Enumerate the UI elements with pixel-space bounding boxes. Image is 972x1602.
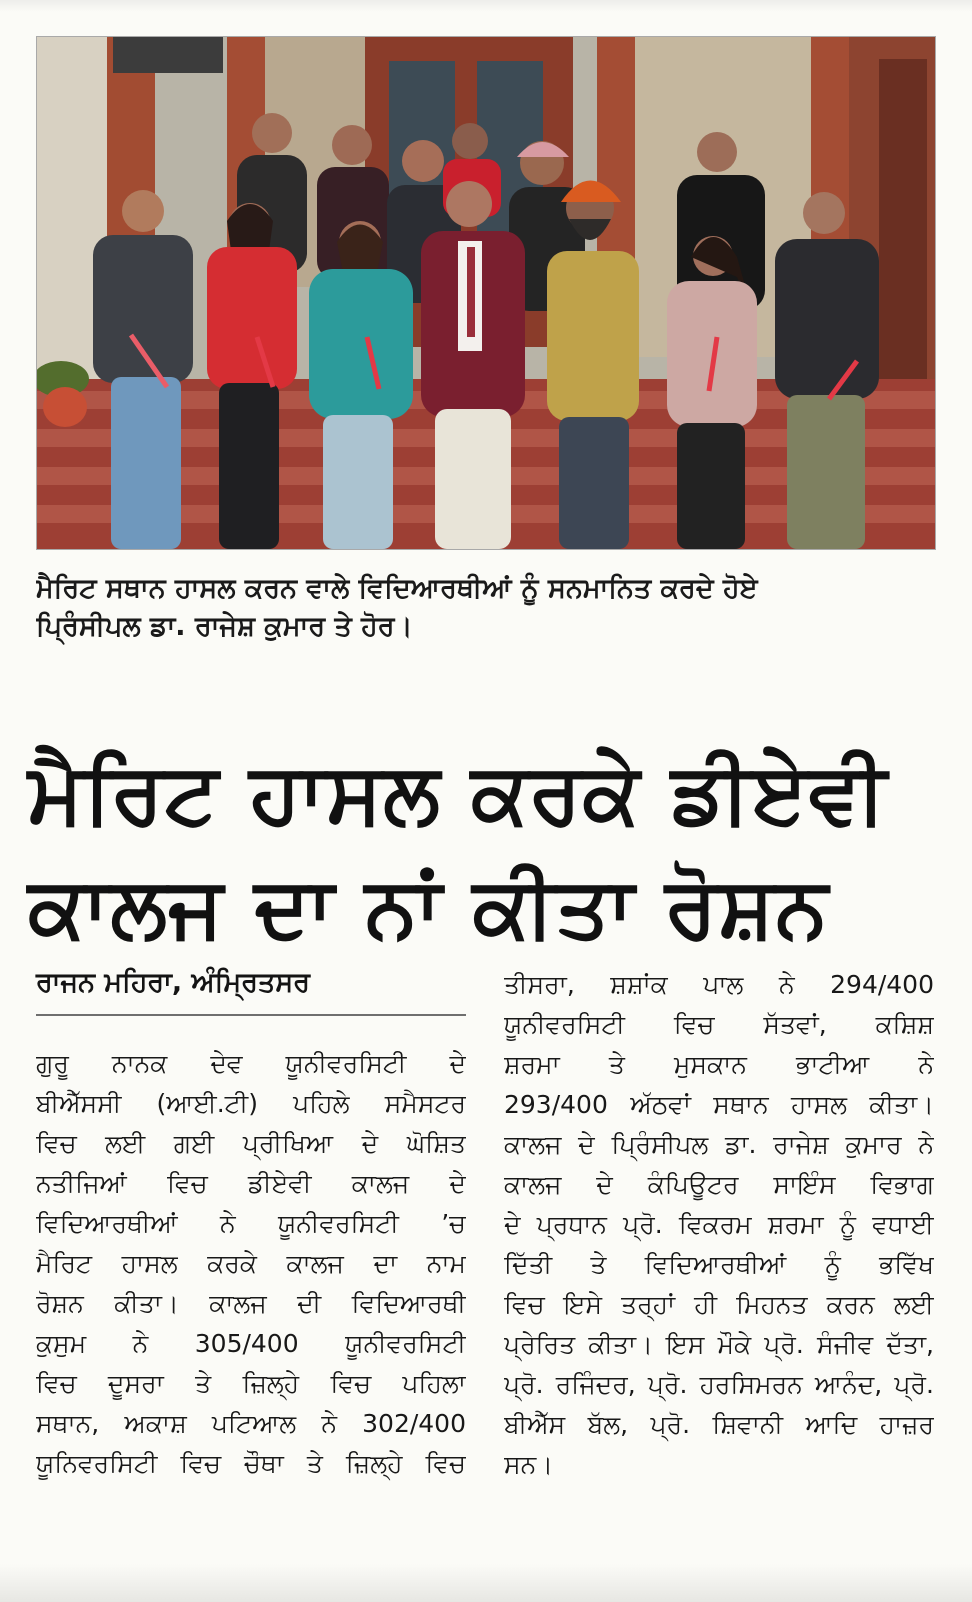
body-line: ਦਿੱਤੀ ਤੇ ਵਿਦਿਆਰਥੀਆਂ ਨੂੰ ਭਵਿੱਖ	[504, 1250, 934, 1279]
article-column-left	[36, 1044, 466, 1484]
body-line: ਵਿਚ ਇਸੇ ਤਰ੍ਹਾਂ ਹੀ ਮਿਹਨਤ ਕਰਨ ਲਈ	[504, 1290, 934, 1319]
caption-line: ਮੈਰਿਟ ਸਥਾਨ ਹਾਸਲ ਕਰਨ ਵਾਲੇ ਵਿਦਿਆਰਥੀਆਂ ਨੂੰ ਸਨਮਾਨਿਤ ਕਰਦੇ ਹੋਏ	[36, 573, 758, 604]
article-headline	[28, 736, 948, 964]
body-line: ਕਾਲਜ ਦੇ ਕੰਪਿਊਟਰ ਸਾਇੰਸ ਵਿਭਾਗ	[504, 1170, 934, 1199]
group-photo	[36, 36, 936, 550]
body-line: ਵਿਚ ਲਈ ਗਈ ਪ੍ਰੀਖਿਆ ਦੇ ਘੋਸ਼ਿਤ	[36, 1129, 466, 1158]
body-line: 293/400 ਅੱਠਵਾਂ ਸਥਾਨ ਹਾਸਲ ਕੀਤਾ।	[504, 1090, 934, 1119]
body-line: ਯੂਨੀਵਰਸਿਟੀ ਵਿਚ ਸੱਤਵਾਂ, ਕਸ਼ਿਸ਼	[504, 1010, 934, 1039]
body-line: ਸਥਾਨ, ਅਕਾਸ਼ ਪਟਿਆਲ ਨੇ 302/400	[36, 1409, 466, 1438]
author-byline: ਰਾਜਨ ਮਹਿਰਾ, ਅੰਮ੍ਰਿਤਸਰ	[36, 967, 310, 998]
headline-line: ਕਾਲਜ ਦਾ ਨਾਂ ਕੀਤਾ ਰੋਸ਼ਨ	[28, 858, 829, 957]
body-line: ਪ੍ਰੋ. ਰਜਿੰਦਰ, ਪ੍ਰੋ. ਹਰਸਿਮਰਨ ਆਨੰਦ, ਪ੍ਰੋ.	[504, 1370, 934, 1399]
byline-divider	[36, 1014, 466, 1016]
body-line: ਕੁਸੁਮ ਨੇ 305/400 ਯੂਨੀਵਰਸਿਟੀ	[36, 1329, 466, 1358]
article-column-right	[504, 965, 934, 1485]
photo-caption	[36, 570, 936, 646]
caption-line: ਪ੍ਰਿੰਸੀਪਲ ਡਾ. ਰਾਜੇਸ਼ ਕੁਮਾਰ ਤੇ ਹੋਰ।	[36, 611, 413, 642]
body-line: ਨਤੀਜਿਆਂ ਵਿਚ ਡੀਏਵੀ ਕਾਲਜ ਦੇ	[36, 1169, 466, 1198]
body-line: ਸਨ।	[504, 1450, 554, 1479]
body-line: ਦੇ ਪ੍ਰਧਾਨ ਪ੍ਰੋ. ਵਿਕਰਮ ਸ਼ਰਮਾ ਨੂੰ ਵਧਾਈ	[504, 1210, 934, 1239]
body-line: ਤੀਸਰਾ, ਸ਼ਸ਼ਾਂਕ ਪਾਲ ਨੇ 294/400	[504, 970, 934, 999]
body-line: ਪ੍ਰੇਰਿਤ ਕੀਤਾ। ਇਸ ਮੌਕੇ ਪ੍ਰੋ. ਸੰਜੀਵ ਦੱਤਾ,	[504, 1330, 934, 1359]
body-line: ਗੁਰੂ ਨਾਨਕ ਦੇਵ ਯੂਨੀਵਰਸਿਟੀ ਦੇ	[36, 1049, 466, 1078]
body-line: ਮੈਰਿਟ ਹਾਸਲ ਕਰਕੇ ਕਾਲਜ ਦਾ ਨਾਮ	[36, 1249, 466, 1278]
body-line: ਕਾਲਜ ਦੇ ਪ੍ਰਿੰਸੀਪਲ ਡਾ. ਰਾਜੇਸ਼ ਕੁਮਾਰ ਨੇ	[504, 1130, 934, 1159]
paper-edge	[0, 0, 972, 12]
body-line: ਬੀਐੱਸ ਬੱਲ, ਪ੍ਰੋ. ਸ਼ਿਵਾਨੀ ਆਦਿ ਹਾਜ਼ਰ	[504, 1410, 934, 1439]
body-line: ਬੀਐੱਸਸੀ (ਆਈ.ਟੀ) ਪਹਿਲੇ ਸਮੈਸਟਰ	[36, 1089, 466, 1118]
headline-line: ਮੈਰਿਟ ਹਾਸਲ ਕਰਕੇ ਡੀਏਵੀ	[28, 744, 888, 843]
paper-bottom-edge	[0, 1564, 972, 1602]
body-line: ਵਿਚ ਦੂਸਰਾ ਤੇ ਜ਼ਿਲ੍ਹੇ ਵਿਚ ਪਹਿਲਾ	[36, 1369, 466, 1398]
body-line: ਵਿਦਿਆਰਥੀਆਂ ਨੇ ਯੂਨੀਵਰਸਿਟੀ ’ਚ	[36, 1209, 466, 1238]
body-line: ਰੋਸ਼ਨ ਕੀਤਾ। ਕਾਲਜ ਦੀ ਵਿਦਿਆਰਥੀ	[36, 1289, 466, 1318]
group-photo-illustration	[37, 37, 935, 549]
body-line: ਯੂਨਿਵਰਸਿਟੀ ਵਿਚ ਚੌਥਾ ਤੇ ਜ਼ਿਲ੍ਹੇ ਵਿਚ	[36, 1449, 466, 1478]
body-line: ਸ਼ਰਮਾ ਤੇ ਮੁਸਕਾਨ ਭਾਟੀਆ ਨੇ	[504, 1050, 934, 1079]
